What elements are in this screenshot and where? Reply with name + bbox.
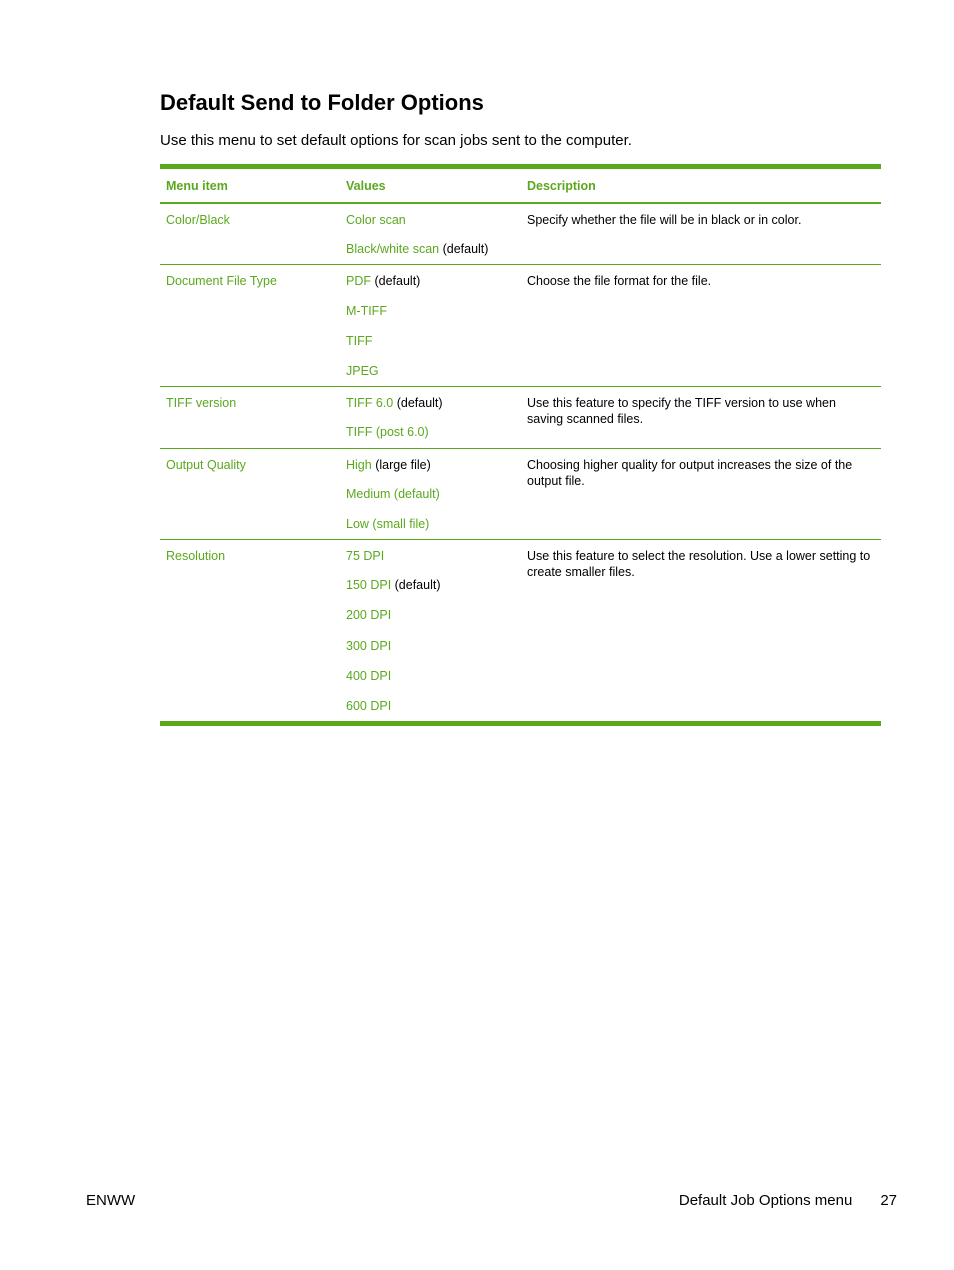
value-option — [346, 387, 515, 417]
description-text: Choosing higher quality for output increases the size of the output file. — [527, 457, 853, 488]
value-link[interactable]: High — [346, 457, 372, 472]
value-link[interactable]: M-TIFF — [346, 303, 387, 318]
value-link[interactable]: 75 DPI — [346, 549, 385, 564]
value-option — [346, 691, 515, 721]
value-link[interactable]: TIFF 6.0 — [346, 396, 394, 411]
value-note: (large file) — [371, 457, 431, 472]
page-number: 27 — [880, 1192, 897, 1209]
values-cell — [340, 540, 521, 724]
menu-item-link[interactable]: Output Quality — [166, 457, 246, 472]
values-cell — [340, 387, 521, 448]
value-option — [346, 631, 515, 661]
value-option — [346, 326, 515, 356]
values-cell — [340, 448, 521, 540]
value-option — [346, 356, 515, 386]
value-link[interactable]: 300 DPI — [346, 638, 392, 653]
value-link[interactable]: Black/white scan — [346, 242, 440, 257]
value-option — [346, 296, 515, 326]
footer-section-title: Default Job Options menu — [678, 1192, 853, 1209]
table-row — [160, 540, 881, 724]
table-body — [160, 203, 881, 724]
menu-item-link[interactable]: TIFF version — [166, 396, 237, 411]
value-link[interactable]: Color scan — [346, 213, 406, 227]
value-link[interactable]: 400 DPI — [346, 668, 392, 683]
value-option — [346, 540, 515, 570]
header-menu-item: Menu item — [166, 179, 228, 193]
table-header-row — [160, 167, 881, 204]
value-option — [346, 234, 515, 264]
value-link[interactable]: PDF — [346, 274, 371, 289]
description-text: Use this feature to specify the TIFF version to use when saving scanned files. — [527, 396, 836, 427]
footer-right — [679, 1192, 897, 1209]
table-row — [160, 387, 881, 448]
value-note: (default) — [439, 242, 489, 257]
value-link[interactable]: TIFF — [346, 333, 373, 348]
value-option — [346, 509, 515, 539]
value-note: (default) — [371, 274, 421, 289]
description-text: Use this feature to select the resolution. Use a lower setting to create smaller files. — [527, 549, 871, 580]
value-note: (default) — [393, 396, 443, 411]
value-link[interactable]: JPEG — [346, 363, 379, 378]
value-option — [346, 661, 515, 691]
value-option — [346, 570, 515, 600]
value-option — [346, 600, 515, 630]
page-title: Default Send to Folder Options — [160, 90, 484, 115]
header-values: Values — [346, 179, 386, 193]
table-row — [160, 265, 881, 387]
value-link[interactable]: Low (small file) — [346, 516, 430, 531]
value-link[interactable]: TIFF (post 6.0) — [346, 425, 429, 440]
value-option — [346, 417, 515, 447]
value-option — [346, 204, 515, 234]
value-link[interactable]: 200 DPI — [346, 608, 392, 623]
values-cell — [340, 265, 521, 387]
menu-item-link[interactable]: Document File Type — [166, 274, 277, 289]
value-note: (default) — [391, 578, 441, 593]
value-option — [346, 265, 515, 295]
values-cell — [340, 203, 521, 265]
value-link[interactable]: Medium (default) — [346, 486, 440, 501]
table-row — [160, 203, 881, 265]
menu-item-link[interactable]: Color/Black — [166, 213, 230, 227]
value-option — [346, 479, 515, 509]
options-table — [160, 164, 881, 726]
menu-item-link[interactable]: Resolution — [166, 549, 226, 564]
header-description: Description — [527, 179, 596, 193]
intro-text: Use this menu to set default options for scan jobs sent to the computer. — [160, 132, 632, 149]
value-link[interactable]: 150 DPI — [346, 578, 392, 593]
description-text: Choose the file format for the file. — [527, 274, 712, 289]
description-text: Specify whether the file will be in black or in color. — [527, 213, 802, 227]
footer-enww: ENWW — [86, 1192, 136, 1209]
value-link[interactable]: 600 DPI — [346, 699, 392, 713]
value-option — [346, 449, 515, 479]
table-row — [160, 448, 881, 540]
